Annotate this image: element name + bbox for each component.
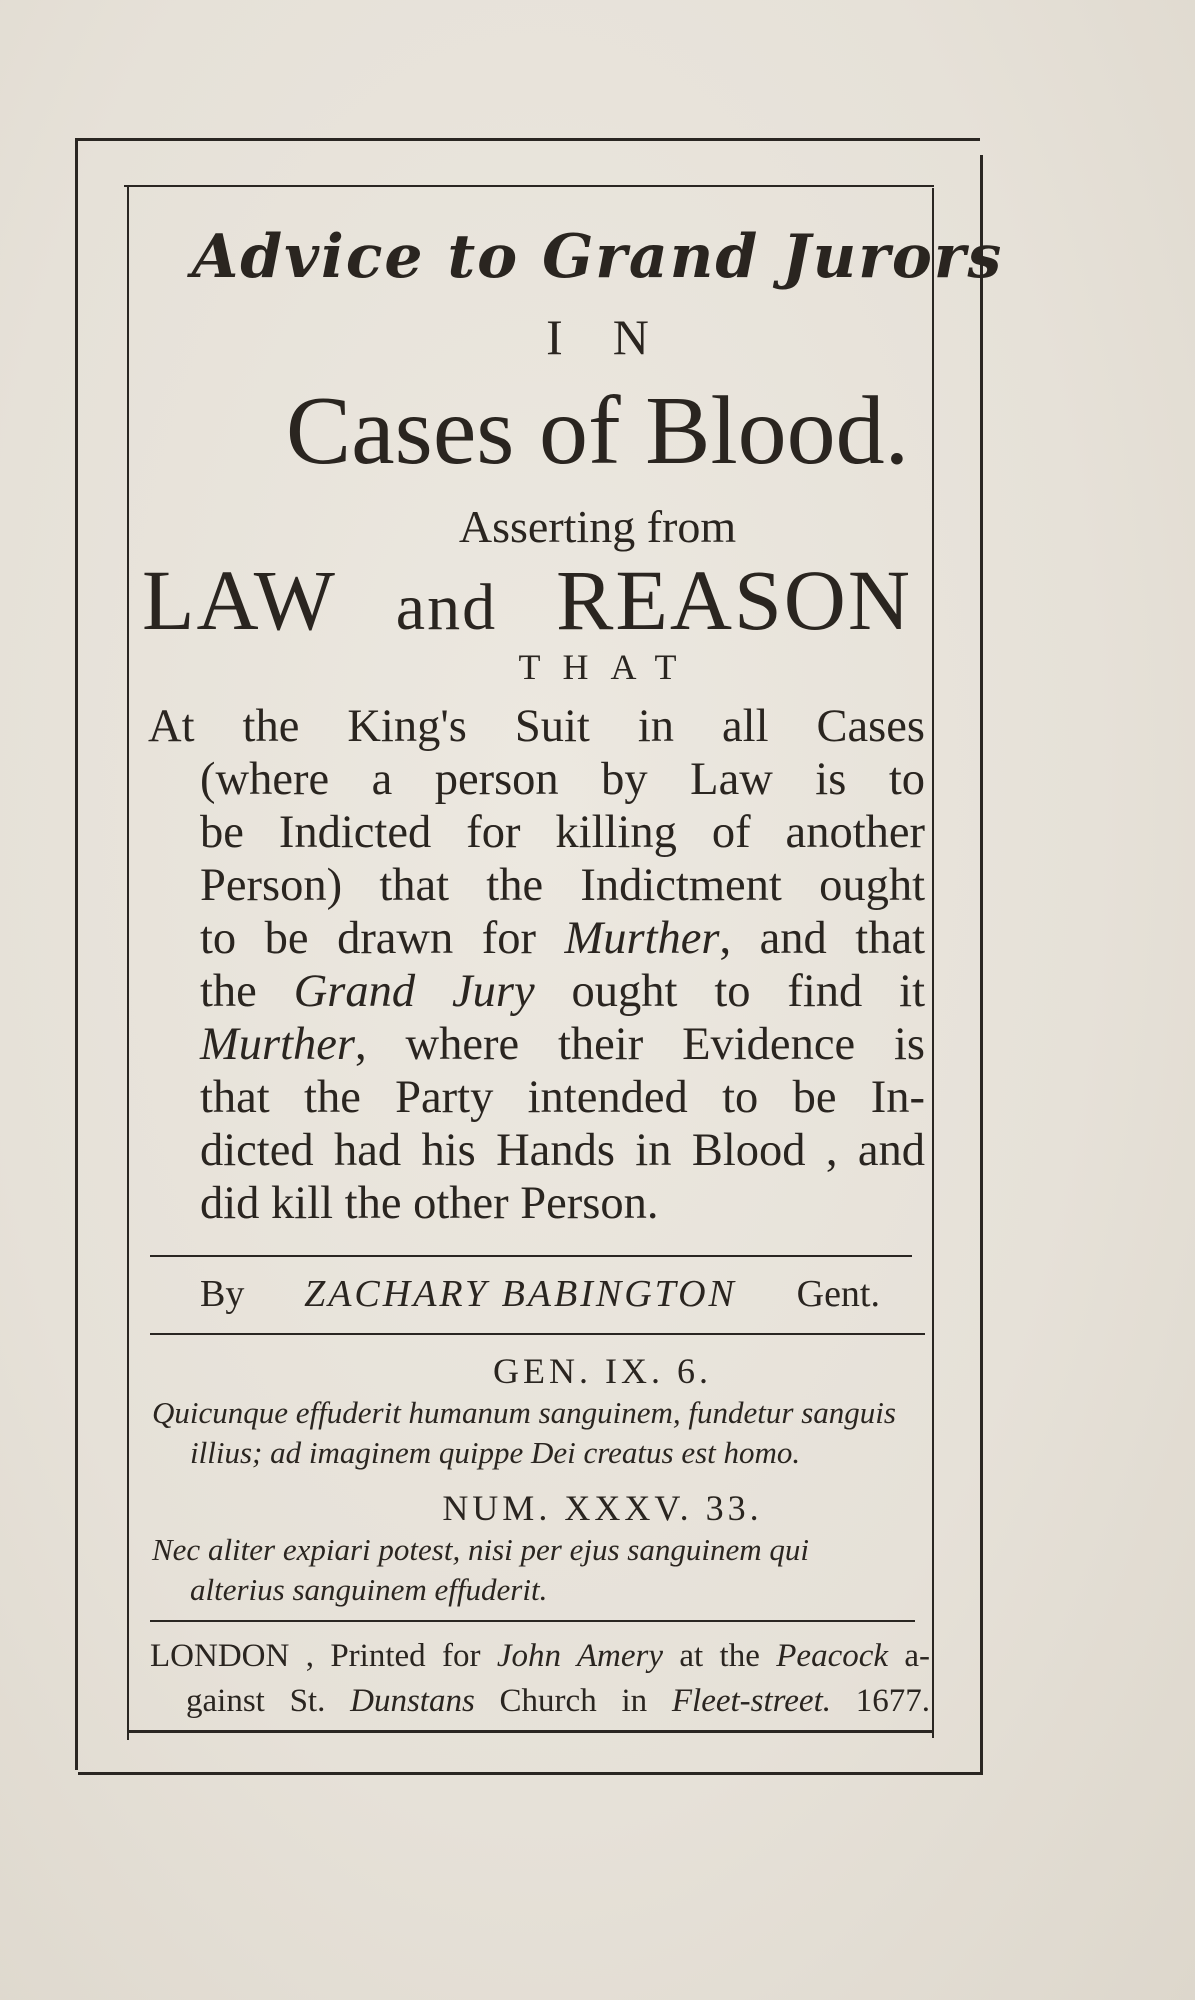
imprint-year: 1677. [855,1683,930,1719]
asserting-line: Asserting from [458,501,737,552]
body-italic-span: Murther [200,1019,355,1070]
inner-bottom-rule [128,1730,934,1733]
latin-verse-2-line-1: Nec aliter expiari potest, nisi per ejus sanguinem qui [152,1532,809,1567]
body-line: be Indicted for killing of another [200,807,925,858]
body-text-span: the [200,966,257,1017]
genesis-reference: GEN. IX. 6. [493,1351,712,1391]
imprint-line-2 [150,1679,930,1724]
byline-bottom-rule [150,1333,925,1335]
byline [200,1272,880,1316]
body-line: At the King's Suit in all Cases [148,701,925,752]
body-text-span: ought to find it [571,966,926,1017]
reason-word: REASON [555,552,912,648]
imprint-top-rule [150,1620,915,1622]
body-line [200,1018,925,1071]
byline-by: By [200,1273,245,1315]
body-text-span: , and that [719,913,926,964]
body-line: that the Party intended to be In- [200,1072,925,1123]
body-text-span: , where their Evidence is [355,1019,925,1070]
title-blackletter: Advice to Grand Jurors [191,222,1004,292]
title-main: Cases of Blood. [285,377,910,485]
imprint-text: LONDON , Printed for [150,1638,481,1674]
byline-suffix: Gent. [796,1273,880,1315]
inner-top-rule [124,185,934,187]
body-paragraph [148,700,926,1230]
body-line: (where a person by Law is to [200,754,925,805]
byline-top-rule [150,1255,912,1257]
imprint-text: gainst St. [186,1683,326,1719]
imprint [150,1634,930,1724]
latin-verse-1-line-1: Quicunque effuderit humanum sanguinem, fundetur sanguis [152,1395,896,1430]
body-line: did kill the other Person. [200,1178,659,1229]
imprint-italic: Peacock [776,1638,889,1674]
imprint-italic: Dunstans [350,1683,475,1719]
law-word: LAW [142,552,337,648]
latin-verse-1-line-2: illius; ad imaginem quippe Dei creatus est homo. [190,1435,801,1470]
body-line: dicted had his Hands in Blood , and [200,1125,925,1176]
body-italic-span: Murther [564,913,720,964]
imprint-line-1 [150,1634,930,1679]
imprint-italic: John Amery [496,1638,663,1674]
imprint-italic: Fleet-street. [671,1683,831,1719]
body-italic-span: Grand Jury [293,966,535,1017]
law-reason-line [142,550,912,650]
imprint-text: at the [679,1638,760,1674]
and-word: and [395,571,498,644]
imprint-text: a- [904,1638,931,1674]
outer-bottom-rule [78,1772,983,1775]
body-line [200,965,925,1018]
latin-verse-2-line-2: alterius sanguinem effuderit. [190,1572,548,1607]
title-in: IN [546,309,699,365]
body-line [200,912,925,965]
that-word: THAT [518,647,699,687]
byline-author: ZACHARY BABINGTON [304,1273,737,1315]
numbers-reference: NUM. XXXV. 33. [442,1488,763,1528]
outer-top-rule [75,138,980,141]
imprint-text: Church in [499,1683,648,1719]
body-line: Person) that the Indictment ought [200,860,925,911]
body-text-span: to be drawn for [200,913,536,964]
